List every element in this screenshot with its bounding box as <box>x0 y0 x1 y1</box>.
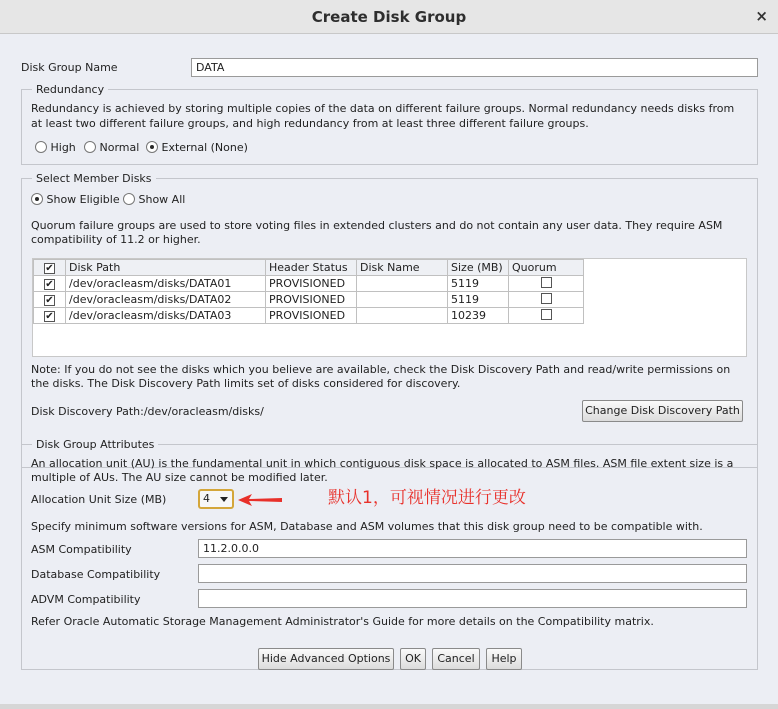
hide-advanced-options-button[interactable]: Hide Advanced Options <box>258 648 394 670</box>
row-checkbox[interactable]: ✔ <box>45 295 54 306</box>
redundancy-high-radio[interactable] <box>35 141 76 154</box>
disk-group-name-input[interactable]: DATA <box>191 58 758 77</box>
table-row[interactable] <box>34 308 584 324</box>
size-cell: 5119 <box>448 292 509 308</box>
help-button[interactable]: Help <box>486 648 522 670</box>
redundancy-description: Redundancy is achieved by storing multiple copies of the data on different failure groups. Normal redundancy needs disks from at least two different failure groups, and high redundancy from at least three different failure groups. <box>31 102 735 130</box>
quorum-checkbox[interactable] <box>541 293 552 304</box>
radio-label: Show All <box>138 193 186 206</box>
annotation-text: 默认1，可视情况进行更改 <box>328 488 526 508</box>
advm-compat-label: ADVM Compatibility <box>31 593 141 606</box>
row-select-cell[interactable] <box>34 308 66 324</box>
header-status-cell: PROVISIONED <box>266 308 357 324</box>
column-header[interactable]: Header Status <box>266 260 357 276</box>
disk-name-cell[interactable] <box>357 276 448 292</box>
radio-label: Show Eligible <box>46 193 120 206</box>
title-bar <box>0 0 778 34</box>
radio-label: High <box>50 141 76 154</box>
close-icon[interactable]: × <box>755 7 768 25</box>
member-disks-legend: Select Member Disks <box>36 172 152 185</box>
quorum-cell[interactable] <box>509 292 584 308</box>
radio-label: External (None) <box>161 141 248 154</box>
radio-indicator <box>123 193 135 205</box>
radio-indicator <box>84 141 96 153</box>
advm-compat-input[interactable] <box>198 589 747 608</box>
row-checkbox[interactable]: ✔ <box>45 311 54 322</box>
row-checkbox[interactable]: ✔ <box>45 279 54 290</box>
discovery-path-label: Disk Discovery Path:/dev/oracleasm/disks/ <box>31 405 264 418</box>
select-all-checkbox[interactable]: ✔ <box>45 263 54 274</box>
disk-table <box>33 259 584 324</box>
db-compat-input[interactable] <box>198 564 747 583</box>
refer-note: Refer Oracle Automatic Storage Management Administrator's Guide for more details on the Compatibility matrix. <box>31 615 654 628</box>
size-cell: 10239 <box>448 308 509 324</box>
redundancy-normal-radio[interactable] <box>84 141 139 154</box>
header-status-cell: PROVISIONED <box>266 292 357 308</box>
size-cell: 5119 <box>448 276 509 292</box>
attributes-legend: Disk Group Attributes <box>36 438 155 451</box>
disk-path-cell: /dev/oracleasm/disks/DATA01 <box>66 276 266 292</box>
compat-description: Specify minimum software versions for ASM, Database and ASM volumes that this disk group need to be compatible with. <box>31 520 703 533</box>
disk-name-cell[interactable] <box>357 308 448 324</box>
au-size-select[interactable] <box>198 489 234 509</box>
au-size-label: Allocation Unit Size (MB) <box>31 493 167 506</box>
asm-compat-input[interactable]: 11.2.0.0.0 <box>198 539 747 558</box>
db-compat-label: Database Compatibility <box>31 568 161 581</box>
window-title: Create Disk Group <box>311 8 467 26</box>
row-select-cell[interactable] <box>34 292 66 308</box>
column-header[interactable]: Size (MB) <box>448 260 509 276</box>
quorum-checkbox[interactable] <box>541 277 552 288</box>
au-size-value: 4 <box>203 492 210 505</box>
disk-group-name-label: Disk Group Name <box>21 61 118 74</box>
quorum-cell[interactable] <box>509 308 584 324</box>
dialog-content <box>0 34 778 709</box>
disk-name-cell[interactable] <box>357 292 448 308</box>
radio-indicator <box>31 193 43 205</box>
radio-indicator <box>146 141 158 153</box>
disk-path-cell: /dev/oracleasm/disks/DATA02 <box>66 292 266 308</box>
column-header[interactable]: Quorum <box>509 260 584 276</box>
quorum-note: Quorum failure groups are used to store voting files in extended clusters and do not contain any user data. They require ASM compatibility of 11.2 or higher. <box>31 219 723 246</box>
quorum-cell[interactable] <box>509 276 584 292</box>
disk-table-area <box>32 258 747 357</box>
chevron-down-icon <box>220 497 228 502</box>
change-discovery-path-button[interactable]: Change Disk Discovery Path <box>582 400 743 422</box>
column-header[interactable]: Disk Path <box>66 260 266 276</box>
select-all-header[interactable] <box>34 260 66 276</box>
show-eligible-radio[interactable] <box>31 193 120 206</box>
header-status-cell: PROVISIONED <box>266 276 357 292</box>
discovery-note: Note: If you do not see the disks which you believe are available, check the Disk Discovery Path and read/write permissions on the disks. The Disk Discovery Path limits set of disks considered for discovery. <box>31 363 731 390</box>
asm-compat-label: ASM Compatibility <box>31 543 132 556</box>
bottom-edge <box>0 704 778 709</box>
disk-path-cell: /dev/oracleasm/disks/DATA03 <box>66 308 266 324</box>
row-select-cell[interactable] <box>34 276 66 292</box>
quorum-checkbox[interactable] <box>541 309 552 320</box>
table-row[interactable] <box>34 292 584 308</box>
radio-label: Normal <box>99 141 140 154</box>
au-description: An allocation unit (AU) is the fundamental unit in which contiguous disk space is allocated to ASM files. ASM file extent size is a multiple of AUs. The AU size cannot be modified later. <box>31 457 734 484</box>
table-row[interactable] <box>34 276 584 292</box>
ok-button[interactable]: OK <box>400 648 426 670</box>
cancel-button[interactable]: Cancel <box>432 648 480 670</box>
column-header[interactable]: Disk Name <box>357 260 448 276</box>
radio-indicator <box>35 141 47 153</box>
redundancy-legend: Redundancy <box>36 83 105 96</box>
annotation-arrow-icon <box>238 494 284 506</box>
redundancy-external-radio[interactable] <box>146 141 248 154</box>
table-header-row <box>34 260 584 276</box>
show-all-radio[interactable] <box>123 193 185 206</box>
